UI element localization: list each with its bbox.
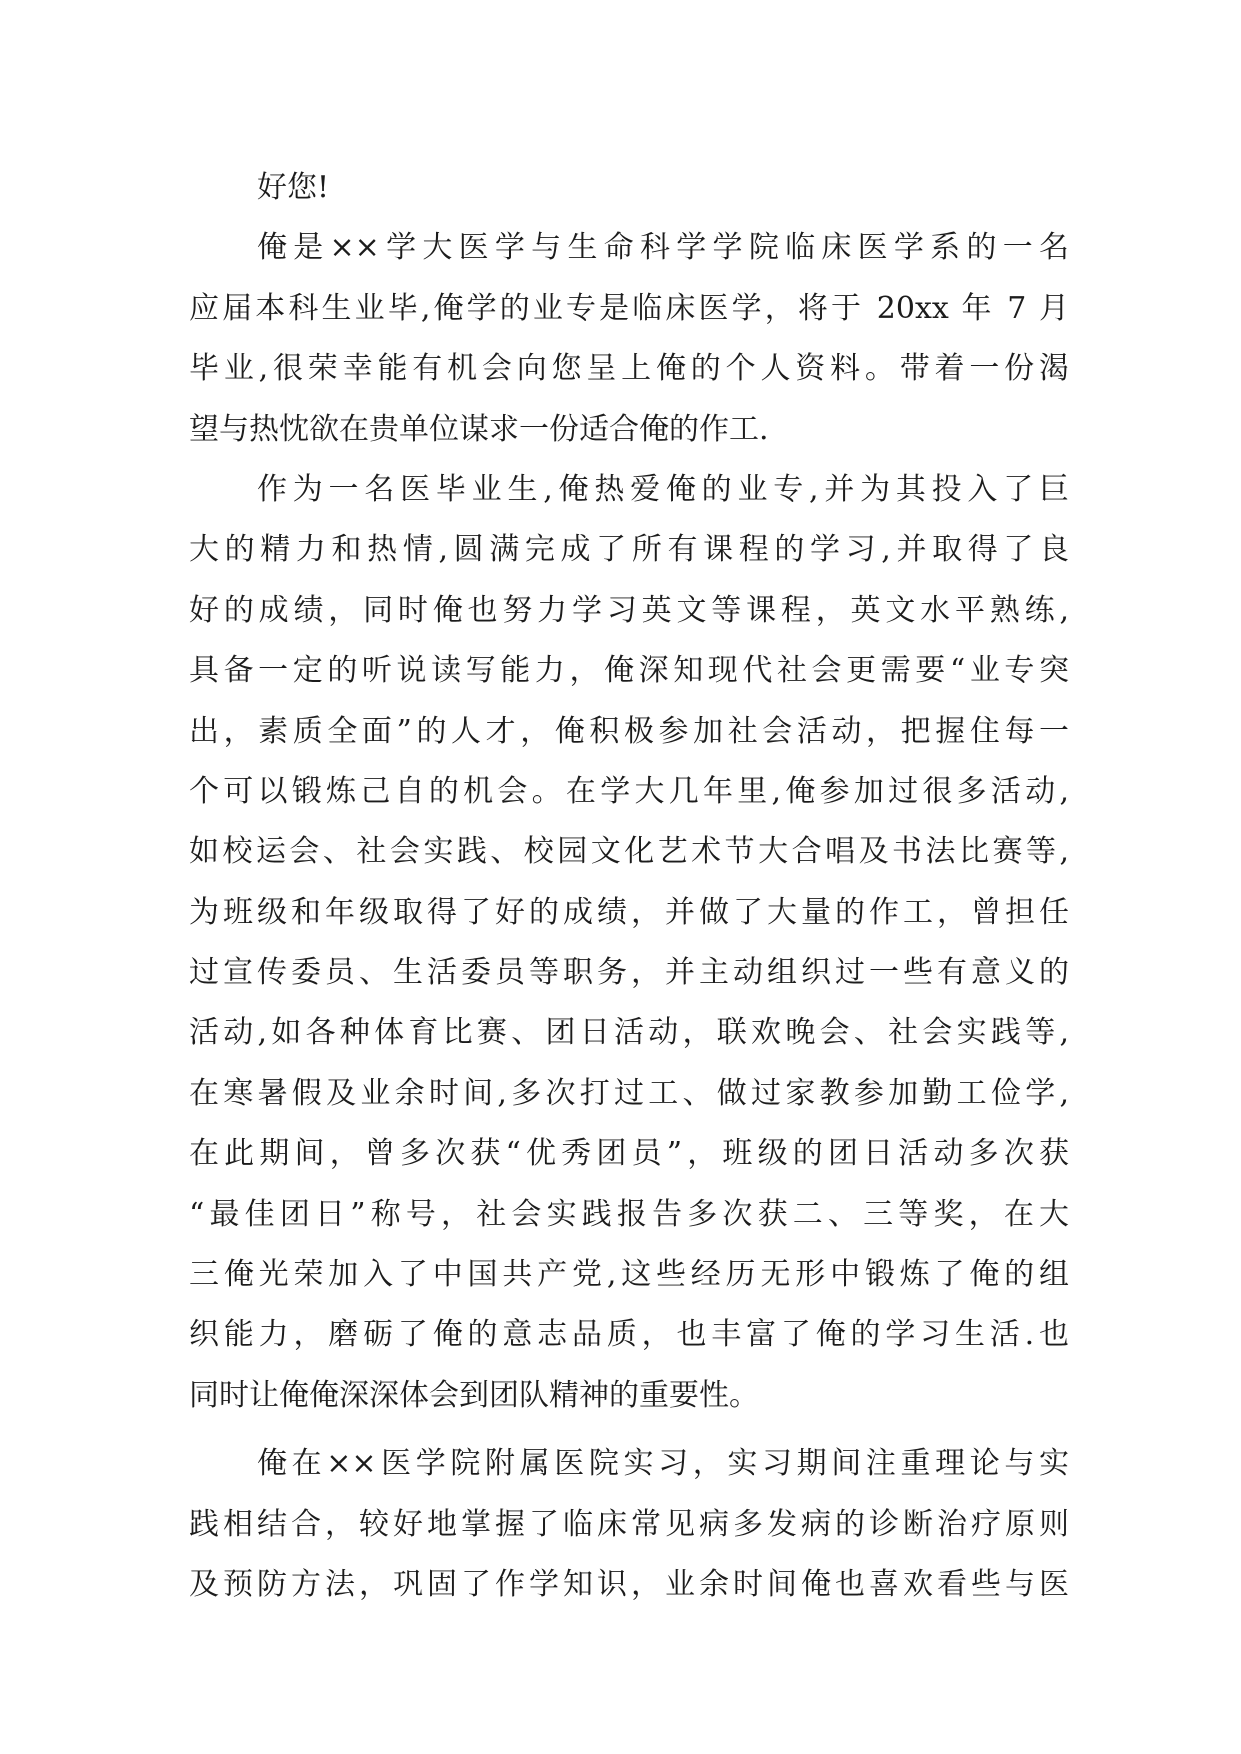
paragraph-line: 如校运会、社会实践、校园文化艺术节大合唱及书法比赛等, [189,834,1069,870]
paragraph-line: 俺在××医学院附属医院实习，实习期间注重理论与实 [257,1446,1069,1482]
letter-body [189,158,1069,1615]
paragraph-line: 俺是××学大医学与生命科学学院临床医学系的一名 [257,230,1069,266]
paragraph-line: 望与热忱欲在贵单位谋求一份适合俺的作工. [189,411,769,447]
paragraph-line: 毕业,很荣幸能有机会向您呈上俺的个人资料。带着一份渴 [189,351,1069,387]
paragraph-line: 践相结合，较好地掌握了临床常见病多发病的诊断治疗原则 [189,1506,1069,1542]
paragraph-line: 出，素质全面”的人才，俺积极参加社会活动，把握住每一 [189,713,1069,749]
paragraph-line: 个可以锻炼己自的机会。在学大几年里,俺参加过很多活动, [189,773,1069,809]
paragraph-line: 好的成绩，同时俺也努力学习英文等课程，英文水平熟练, [189,592,1069,628]
paragraph-line: 为班级和年级取得了好的成绩，并做了大量的作工，曾担任 [189,894,1069,930]
paragraph-2 [189,460,1069,1426]
paragraph-line: 三俺光荣加入了中国共产党,这些经历无形中锻炼了俺的组 [189,1257,1069,1293]
paragraph-line: 及预防方法，巩固了作学知识，业余时间俺也喜欢看些与医 [189,1566,1069,1602]
paragraph-spacer [189,1426,1069,1434]
paragraph-line: 过宣传委员、生活委员等职务，并主动组织过一些有意义的 [189,955,1069,991]
paragraph-line: 具备一定的听说读写能力，俺深知现代社会更需要“业专突 [189,653,1069,689]
paragraph-line: 在此期间，曾多次获“优秀团员”，班级的团日活动多次获 [189,1136,1069,1172]
paragraph-1 [189,218,1069,460]
paragraph-line: 作为一名医毕业生,俺热爱俺的业专,并为其投入了巨 [257,471,1069,507]
paragraph-line: 织能力，磨砺了俺的意志品质，也丰富了俺的学习生活.也 [189,1317,1069,1353]
paragraph-line: 活动,如各种体育比赛、团日活动，联欢晚会、社会实践等, [189,1015,1069,1051]
greeting-line: 好您! [257,170,330,205]
paragraph-line: 大的精力和热情,圆满完成了所有课程的学习,并取得了良 [189,532,1069,568]
paragraph-line: 在寒暑假及业余时间,多次打过工、做过家教参加勤工俭学, [189,1075,1069,1111]
paragraph-line: 同时让俺俺深深体会到团队精神的重要性。 [189,1377,759,1413]
paragraph-line: “最佳团日”称号，社会实践报告多次获二、三等奖，在大 [189,1196,1069,1232]
paragraph-3 [189,1434,1069,1615]
paragraph-line: 应届本科生业毕,俺学的业专是临床医学，将于 20xx 年 7 月 [189,290,1069,326]
